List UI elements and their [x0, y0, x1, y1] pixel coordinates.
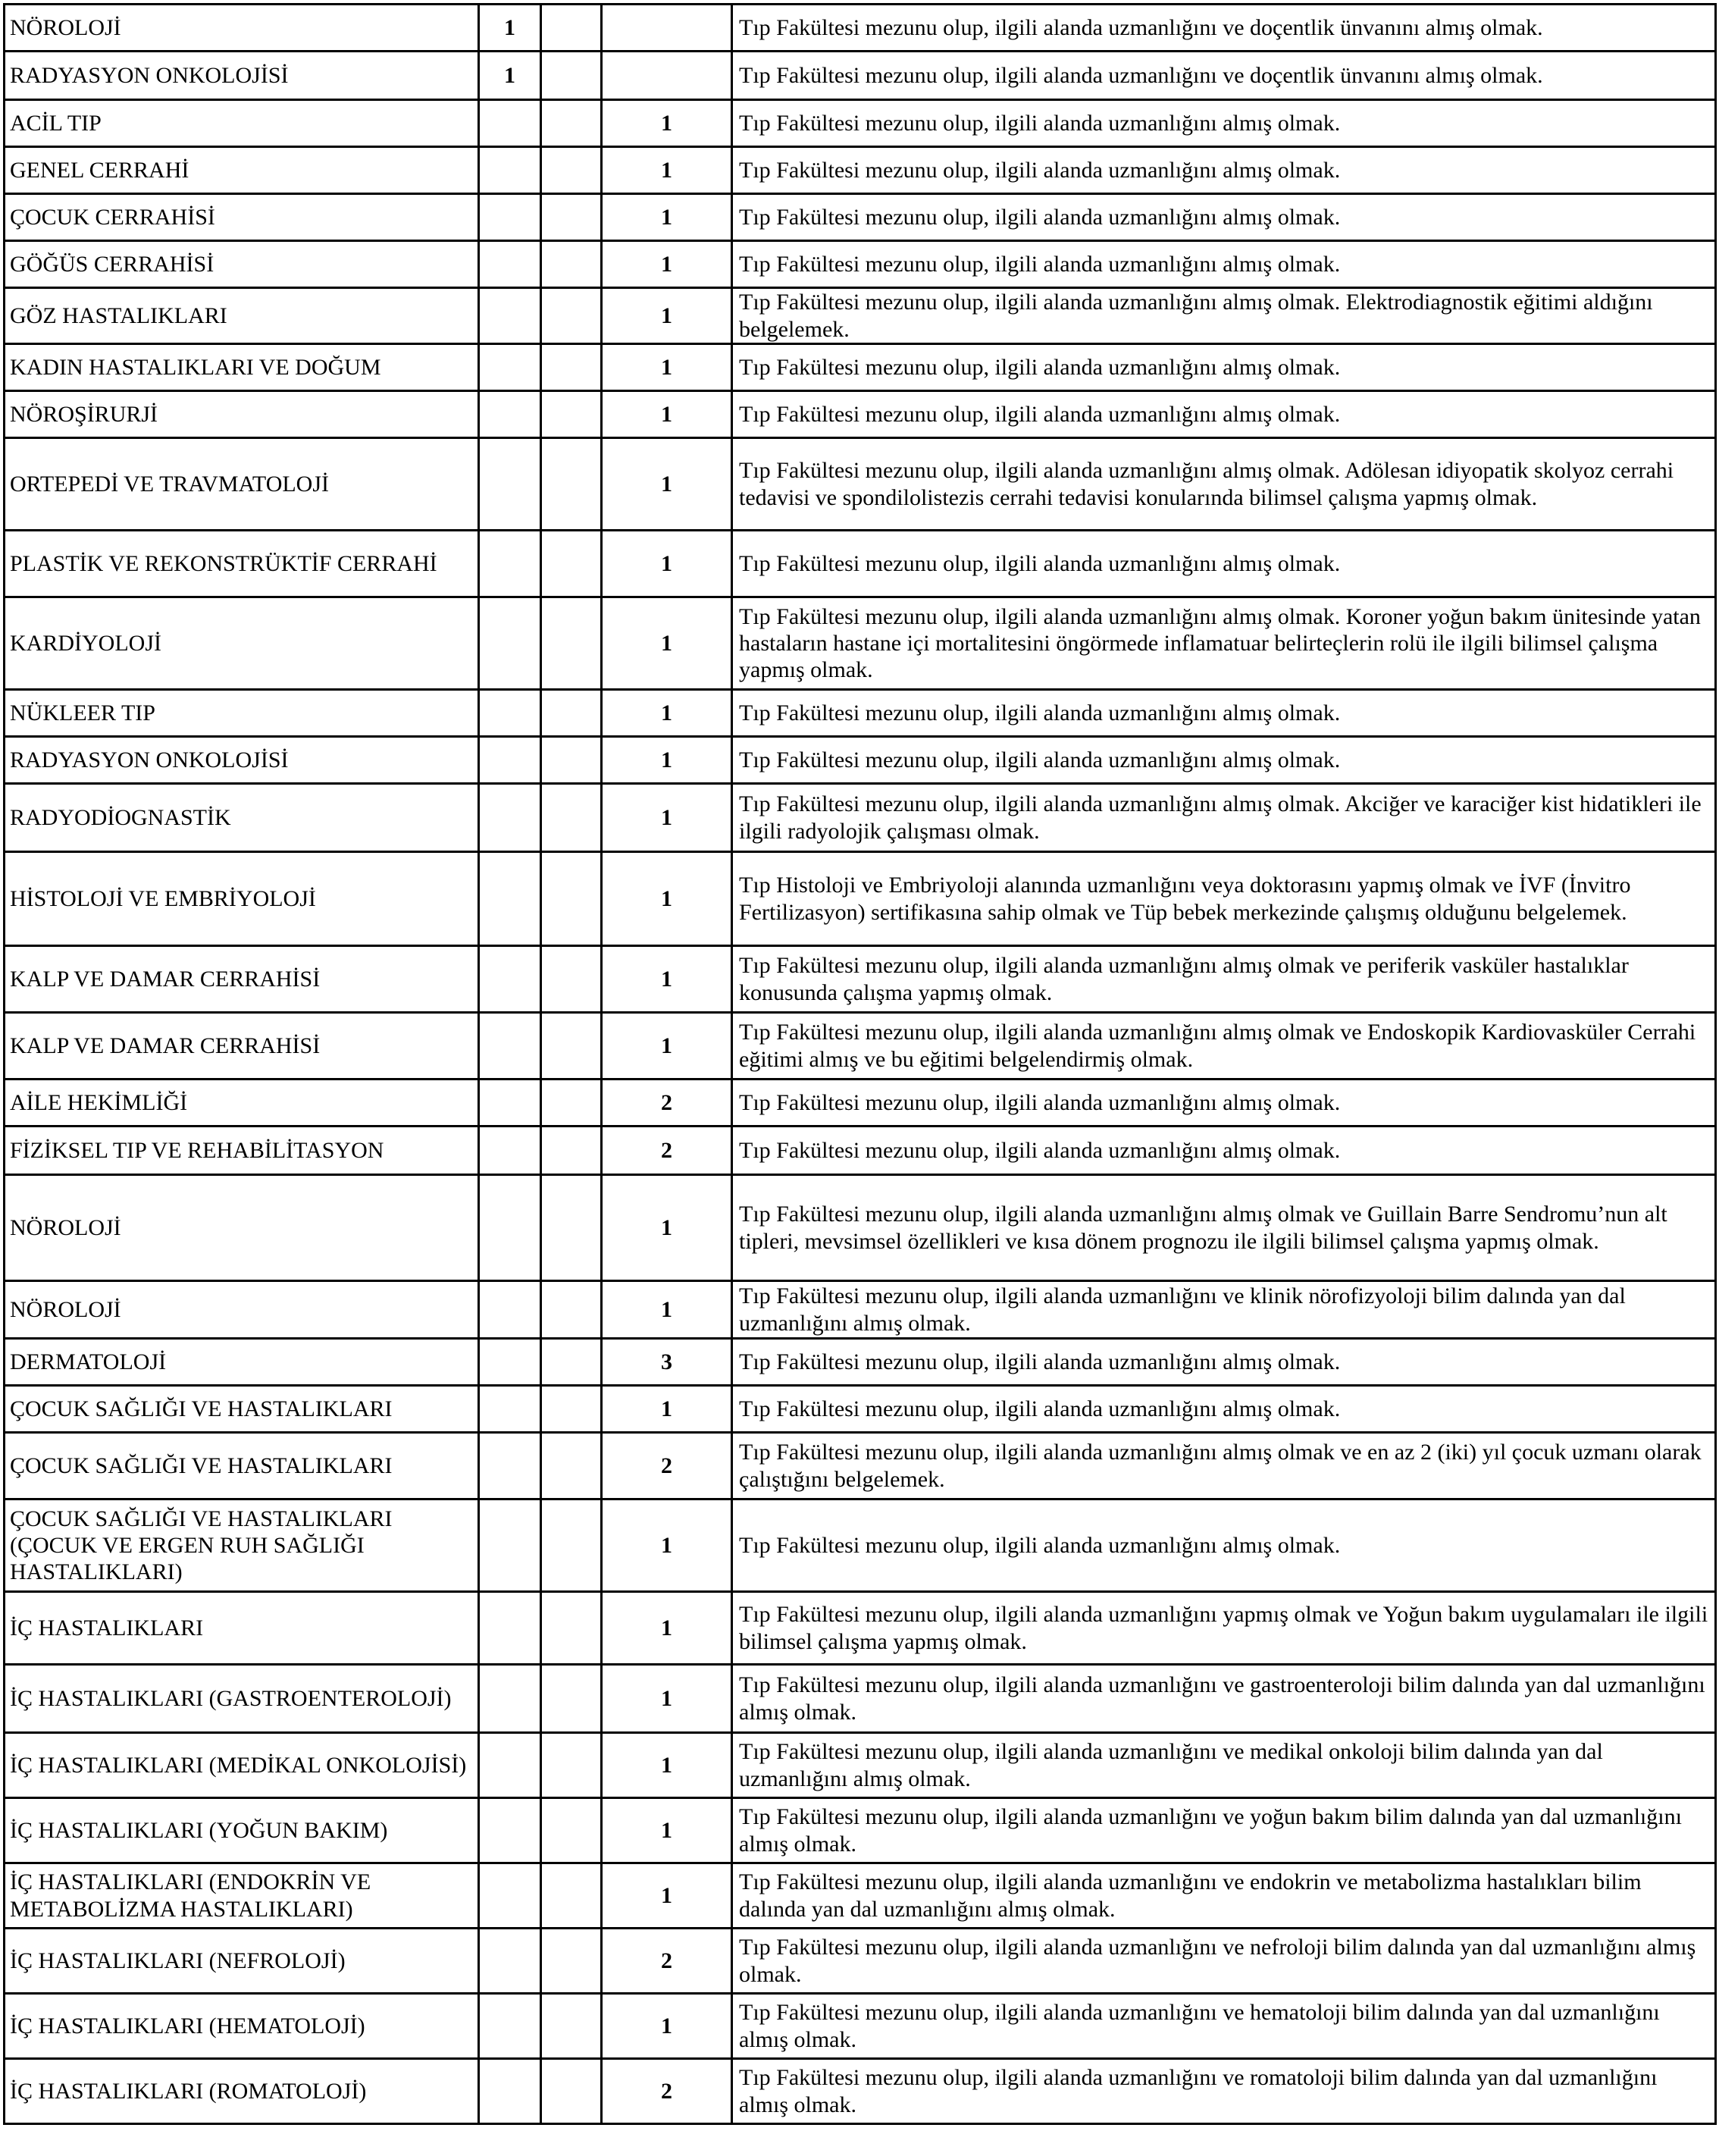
associate-professor-count-cell: [541, 1080, 602, 1127]
table-row: [5, 391, 1716, 438]
assistant-professor-count-cell: 1: [602, 1798, 732, 1863]
table-row: [5, 1080, 1716, 1127]
requirements-cell: Tıp Fakültesi mezunu olup, ilgili alanda uzmanlığını ve klinik nörofizyoloji bilim dalında yan dal uzmanlığını almış olmak.: [732, 1281, 1716, 1339]
table-row: [5, 1863, 1716, 1929]
table-row: [5, 52, 1716, 100]
associate-professor-count-cell: [541, 784, 602, 852]
requirements-cell: Tıp Fakültesi mezunu olup, ilgili alanda uzmanlığını almış olmak.: [732, 1339, 1716, 1386]
assistant-professor-count-cell: 3: [602, 1339, 732, 1386]
table-row: [5, 344, 1716, 391]
requirements-cell: Tıp Fakültesi mezunu olup, ilgili alanda uzmanlığını almış olmak.: [732, 1499, 1716, 1592]
assistant-professor-count-cell: 1: [602, 852, 732, 946]
professor-count-cell: [479, 1175, 541, 1281]
professor-count-cell: [479, 100, 541, 147]
table-row: [5, 1733, 1716, 1798]
requirements-cell: Tıp Fakültesi mezunu olup, ilgili alanda uzmanlığını almış olmak.: [732, 147, 1716, 194]
professor-count-cell: [479, 241, 541, 288]
department-cell: RADYASYON ONKOLOJİSİ: [5, 52, 479, 100]
professor-count-cell: [479, 1798, 541, 1863]
table-row: [5, 531, 1716, 597]
department-cell: İÇ HASTALIKLARI (ROMATOLOJİ): [5, 2059, 479, 2124]
associate-professor-count-cell: [541, 946, 602, 1013]
assistant-professor-count-cell: 2: [602, 1929, 732, 1994]
professor-count-cell: [479, 1386, 541, 1433]
assistant-professor-count-cell: 1: [602, 737, 732, 784]
assistant-professor-count-cell: 1: [602, 1863, 732, 1929]
professor-count-cell: [479, 531, 541, 597]
professor-count-cell: [479, 1339, 541, 1386]
requirements-cell: Tıp Fakültesi mezunu olup, ilgili alanda uzmanlığını almış olmak ve en az 2 (iki) yıl çocuk uzmanı olarak çalıştığını belgelemek.: [732, 1433, 1716, 1499]
associate-professor-count-cell: [541, 100, 602, 147]
associate-professor-count-cell: [541, 1665, 602, 1733]
requirements-cell: Tıp Fakültesi mezunu olup, ilgili alanda uzmanlığını almış olmak.: [732, 690, 1716, 737]
associate-professor-count-cell: [541, 1127, 602, 1175]
department-cell: İÇ HASTALIKLARI (ENDOKRİN VE METABOLİZMA HASTALIKLARI): [5, 1863, 479, 1929]
department-cell: PLASTİK VE REKONSTRÜKTİF CERRAHİ: [5, 531, 479, 597]
assistant-professor-count-cell: 1: [602, 100, 732, 147]
associate-professor-count-cell: [541, 438, 602, 531]
department-cell: NÖROLOJİ: [5, 1281, 479, 1339]
table-row: [5, 1929, 1716, 1994]
associate-professor-count-cell: [541, 1994, 602, 2059]
assistant-professor-count-cell: 1: [602, 1994, 732, 2059]
positions-table-body: [5, 5, 1716, 2124]
requirements-cell: Tıp Fakültesi mezunu olup, ilgili alanda uzmanlığını almış olmak.: [732, 391, 1716, 438]
department-cell: NÖROŞİRURJİ: [5, 391, 479, 438]
associate-professor-count-cell: [541, 852, 602, 946]
table-row: [5, 690, 1716, 737]
professor-count-cell: [479, 1433, 541, 1499]
associate-professor-count-cell: [541, 1339, 602, 1386]
professor-count-cell: [479, 288, 541, 344]
department-cell: ACİL TIP: [5, 100, 479, 147]
department-cell: İÇ HASTALIKLARI (GASTROENTEROLOJİ): [5, 1665, 479, 1733]
requirements-cell: Tıp Fakültesi mezunu olup, ilgili alanda uzmanlığını almış olmak.: [732, 194, 1716, 241]
requirements-cell: Tıp Fakültesi mezunu olup, ilgili alanda uzmanlığını almış olmak. Akciğer ve karaciğer kist hidatikleri ile ilgili radyolojik çalışması olmak.: [732, 784, 1716, 852]
requirements-cell: Tıp Fakültesi mezunu olup, ilgili alanda uzmanlığını yapmış olmak ve Yoğun bakım uygulamaları ile ilgili bilimsel çalışma yapmış olmak.: [732, 1592, 1716, 1665]
assistant-professor-count-cell: 1: [602, 690, 732, 737]
assistant-professor-count-cell: 1: [602, 1499, 732, 1592]
table-row: [5, 241, 1716, 288]
assistant-professor-count-cell: 1: [602, 241, 732, 288]
department-cell: ÇOCUK SAĞLIĞI VE HASTALIKLARI: [5, 1433, 479, 1499]
department-cell: KADIN HASTALIKLARI VE DOĞUM: [5, 344, 479, 391]
assistant-professor-count-cell: 1: [602, 1592, 732, 1665]
assistant-professor-count-cell: 2: [602, 1080, 732, 1127]
table-row: [5, 1175, 1716, 1281]
assistant-professor-count-cell: [602, 52, 732, 100]
department-cell: KALP VE DAMAR CERRAHİSİ: [5, 946, 479, 1013]
department-cell: ORTEPEDİ VE TRAVMATOLOJİ: [5, 438, 479, 531]
assistant-professor-count-cell: 1: [602, 1665, 732, 1733]
table-row: [5, 100, 1716, 147]
department-cell: RADYASYON ONKOLOJİSİ: [5, 737, 479, 784]
professor-count-cell: [479, 391, 541, 438]
assistant-professor-count-cell: 1: [602, 784, 732, 852]
associate-professor-count-cell: [541, 1733, 602, 1798]
table-row: [5, 1386, 1716, 1433]
associate-professor-count-cell: [541, 52, 602, 100]
assistant-professor-count-cell: 1: [602, 391, 732, 438]
requirements-cell: Tıp Fakültesi mezunu olup, ilgili alanda uzmanlığını almış olmak.: [732, 1080, 1716, 1127]
assistant-professor-count-cell: 1: [602, 194, 732, 241]
requirements-cell: Tıp Fakültesi mezunu olup, ilgili alanda uzmanlığını almış olmak. Adölesan idiyopatik skolyoz cerrahi tedavisi ve spondilolistezis cerrahi tedavisi konularında bilimsel çalışma yapmış olmak.: [732, 438, 1716, 531]
requirements-cell: Tıp Fakültesi mezunu olup, ilgili alanda uzmanlığını ve yoğun bakım bilim dalında yan dal uzmanlığını almış olmak.: [732, 1798, 1716, 1863]
professor-count-cell: 1: [479, 52, 541, 100]
table-row: [5, 1013, 1716, 1080]
requirements-cell: Tıp Fakültesi mezunu olup, ilgili alanda uzmanlığını ve hematoloji bilim dalında yan dal uzmanlığını almış olmak.: [732, 1994, 1716, 2059]
requirements-cell: Tıp Fakültesi mezunu olup, ilgili alanda uzmanlığını almış olmak.: [732, 241, 1716, 288]
department-cell: KALP VE DAMAR CERRAHİSİ: [5, 1013, 479, 1080]
associate-professor-count-cell: [541, 1386, 602, 1433]
assistant-professor-count-cell: 1: [602, 946, 732, 1013]
requirements-cell: Tıp Histoloji ve Embriyoloji alanında uzmanlığını veya doktorasını yapmış olmak ve İVF (İnvitro Fertilizasyon) sertifikasına sahip olmak ve Tüp bebek merkezinde çalışmış olduğunu belgelemek.: [732, 852, 1716, 946]
assistant-professor-count-cell: 1: [602, 344, 732, 391]
professor-count-cell: [479, 438, 541, 531]
professor-count-cell: [479, 1281, 541, 1339]
positions-table: [3, 3, 1717, 2125]
requirements-cell: Tıp Fakültesi mezunu olup, ilgili alanda uzmanlığını almış olmak ve Endoskopik Kardiovasküler Cerrahi eğitimi almış ve bu eğitimi belgelendirmiş olmak.: [732, 1013, 1716, 1080]
table-row: [5, 946, 1716, 1013]
professor-count-cell: [479, 784, 541, 852]
assistant-professor-count-cell: 2: [602, 2059, 732, 2124]
table-row: [5, 1665, 1716, 1733]
associate-professor-count-cell: [541, 5, 602, 52]
associate-professor-count-cell: [541, 288, 602, 344]
requirements-cell: Tıp Fakültesi mezunu olup, ilgili alanda uzmanlığını almış olmak.: [732, 1386, 1716, 1433]
department-cell: GÖZ HASTALIKLARI: [5, 288, 479, 344]
associate-professor-count-cell: [541, 1863, 602, 1929]
table-row: [5, 1281, 1716, 1339]
associate-professor-count-cell: [541, 1433, 602, 1499]
department-cell: ÇOCUK SAĞLIĞI VE HASTALIKLARI (ÇOCUK VE ERGEN RUH SAĞLIĞI HASTALIKLARI): [5, 1499, 479, 1592]
table-row: [5, 1994, 1716, 2059]
requirements-cell: Tıp Fakültesi mezunu olup, ilgili alanda uzmanlığını almış olmak.: [732, 737, 1716, 784]
assistant-professor-count-cell: 1: [602, 1281, 732, 1339]
professor-count-cell: [479, 1013, 541, 1080]
department-cell: GENEL CERRAHİ: [5, 147, 479, 194]
department-cell: NÖROLOJİ: [5, 1175, 479, 1281]
professor-count-cell: [479, 2059, 541, 2124]
requirements-cell: Tıp Fakültesi mezunu olup, ilgili alanda uzmanlığını almış olmak ve periferik vasküler hastalıklar konusunda çalışma yapmış olmak.: [732, 946, 1716, 1013]
professor-count-cell: [479, 194, 541, 241]
requirements-cell: Tıp Fakültesi mezunu olup, ilgili alanda uzmanlığını ve romatoloji bilim dalında yan dal uzmanlığını almış olmak.: [732, 2059, 1716, 2124]
department-cell: AİLE HEKİMLİĞİ: [5, 1080, 479, 1127]
professor-count-cell: [479, 946, 541, 1013]
associate-professor-count-cell: [541, 1281, 602, 1339]
associate-professor-count-cell: [541, 1798, 602, 1863]
associate-professor-count-cell: [541, 344, 602, 391]
department-cell: ÇOCUK CERRAHİSİ: [5, 194, 479, 241]
table-row: [5, 597, 1716, 690]
requirements-cell: Tıp Fakültesi mezunu olup, ilgili alanda uzmanlığını ve nefroloji bilim dalında yan dal uzmanlığını almış olmak.: [732, 1929, 1716, 1994]
associate-professor-count-cell: [541, 1175, 602, 1281]
requirements-cell: Tıp Fakültesi mezunu olup, ilgili alanda uzmanlığını almış olmak.: [732, 344, 1716, 391]
requirements-cell: Tıp Fakültesi mezunu olup, ilgili alanda uzmanlığını ve doçentlik ünvanını almış olmak.: [732, 5, 1716, 52]
professor-count-cell: [479, 852, 541, 946]
associate-professor-count-cell: [541, 1592, 602, 1665]
table-row: [5, 1499, 1716, 1592]
associate-professor-count-cell: [541, 1499, 602, 1592]
professor-count-cell: [479, 1994, 541, 2059]
assistant-professor-count-cell: 1: [602, 288, 732, 344]
table-row: [5, 194, 1716, 241]
assistant-professor-count-cell: 1: [602, 1733, 732, 1798]
department-cell: NÖROLOJİ: [5, 5, 479, 52]
associate-professor-count-cell: [541, 194, 602, 241]
department-cell: ÇOCUK SAĞLIĞI VE HASTALIKLARI: [5, 1386, 479, 1433]
requirements-cell: Tıp Fakültesi mezunu olup, ilgili alanda uzmanlığını almış olmak ve Guillain Barre Sendromu’nun alt tipleri, mevsimsel özellikleri ve kısa dönem prognozu ile ilgili bilimsel çalışma yapmış olmak.: [732, 1175, 1716, 1281]
professor-count-cell: [479, 344, 541, 391]
professor-count-cell: [479, 1733, 541, 1798]
table-row: [5, 1798, 1716, 1863]
department-cell: İÇ HASTALIKLARI: [5, 1592, 479, 1665]
table-row: [5, 5, 1716, 52]
table-row: [5, 784, 1716, 852]
table-row: [5, 1592, 1716, 1665]
department-cell: HİSTOLOJİ VE EMBRİYOLOJİ: [5, 852, 479, 946]
requirements-cell: Tıp Fakültesi mezunu olup, ilgili alanda uzmanlığını ve doçentlik ünvanını almış olmak.: [732, 52, 1716, 100]
department-cell: İÇ HASTALIKLARI (NEFROLOJİ): [5, 1929, 479, 1994]
requirements-cell: Tıp Fakültesi mezunu olup, ilgili alanda uzmanlığını ve gastroenteroloji bilim dalında yan dal uzmanlığını almış olmak.: [732, 1665, 1716, 1733]
department-cell: DERMATOLOJİ: [5, 1339, 479, 1386]
assistant-professor-count-cell: 2: [602, 1433, 732, 1499]
table-row: [5, 1339, 1716, 1386]
department-cell: NÜKLEER TIP: [5, 690, 479, 737]
department-cell: GÖĞÜS CERRAHİSİ: [5, 241, 479, 288]
associate-professor-count-cell: [541, 1013, 602, 1080]
associate-professor-count-cell: [541, 531, 602, 597]
professor-count-cell: [479, 1665, 541, 1733]
associate-professor-count-cell: [541, 241, 602, 288]
table-row: [5, 1433, 1716, 1499]
associate-professor-count-cell: [541, 597, 602, 690]
table-row: [5, 438, 1716, 531]
professor-count-cell: [479, 1863, 541, 1929]
assistant-professor-count-cell: 1: [602, 1386, 732, 1433]
associate-professor-count-cell: [541, 1929, 602, 1994]
table-row: [5, 737, 1716, 784]
requirements-cell: Tıp Fakültesi mezunu olup, ilgili alanda uzmanlığını almış olmak.: [732, 100, 1716, 147]
department-cell: FİZİKSEL TIP VE REHABİLİTASYON: [5, 1127, 479, 1175]
requirements-cell: Tıp Fakültesi mezunu olup, ilgili alanda uzmanlığını almış olmak.: [732, 531, 1716, 597]
assistant-professor-count-cell: [602, 5, 732, 52]
requirements-cell: Tıp Fakültesi mezunu olup, ilgili alanda uzmanlığını almış olmak. Koroner yoğun bakım ünitesinde yatan hastaların hastane içi mortalitesini öngörmede inflamatuar belirteçlerin rolü ile ilgili bilimsel çalışma yapmış olmak.: [732, 597, 1716, 690]
assistant-professor-count-cell: 1: [602, 1175, 732, 1281]
professor-count-cell: 1: [479, 5, 541, 52]
requirements-cell: Tıp Fakültesi mezunu olup, ilgili alanda uzmanlığını ve medikal onkoloji bilim dalında yan dal uzmanlığını almış olmak.: [732, 1733, 1716, 1798]
assistant-professor-count-cell: 1: [602, 597, 732, 690]
table-row: [5, 2059, 1716, 2124]
professor-count-cell: [479, 690, 541, 737]
professor-count-cell: [479, 597, 541, 690]
associate-professor-count-cell: [541, 391, 602, 438]
professor-count-cell: [479, 1127, 541, 1175]
assistant-professor-count-cell: 1: [602, 438, 732, 531]
associate-professor-count-cell: [541, 737, 602, 784]
requirements-cell: Tıp Fakültesi mezunu olup, ilgili alanda uzmanlığını almış olmak. Elektrodiagnostik eğitimi aldığını belgelemek.: [732, 288, 1716, 344]
associate-professor-count-cell: [541, 2059, 602, 2124]
table-row: [5, 147, 1716, 194]
professor-count-cell: [479, 1592, 541, 1665]
department-cell: RADYODİOGNASTİK: [5, 784, 479, 852]
assistant-professor-count-cell: 1: [602, 147, 732, 194]
department-cell: İÇ HASTALIKLARI (MEDİKAL ONKOLOJİSİ): [5, 1733, 479, 1798]
assistant-professor-count-cell: 2: [602, 1127, 732, 1175]
department-cell: KARDİYOLOJİ: [5, 597, 479, 690]
professor-count-cell: [479, 1499, 541, 1592]
requirements-cell: Tıp Fakültesi mezunu olup, ilgili alanda uzmanlığını almış olmak.: [732, 1127, 1716, 1175]
table-row: [5, 1127, 1716, 1175]
table-row: [5, 288, 1716, 344]
department-cell: İÇ HASTALIKLARI (HEMATOLOJİ): [5, 1994, 479, 2059]
associate-professor-count-cell: [541, 690, 602, 737]
requirements-cell: Tıp Fakültesi mezunu olup, ilgili alanda uzmanlığını ve endokrin ve metabolizma hastalıkları bilim dalında yan dal uzmanlığını almış olmak.: [732, 1863, 1716, 1929]
professor-count-cell: [479, 737, 541, 784]
professor-count-cell: [479, 1929, 541, 1994]
associate-professor-count-cell: [541, 147, 602, 194]
assistant-professor-count-cell: 1: [602, 531, 732, 597]
table-row: [5, 852, 1716, 946]
professor-count-cell: [479, 147, 541, 194]
assistant-professor-count-cell: 1: [602, 1013, 732, 1080]
department-cell: İÇ HASTALIKLARI (YOĞUN BAKIM): [5, 1798, 479, 1863]
professor-count-cell: [479, 1080, 541, 1127]
